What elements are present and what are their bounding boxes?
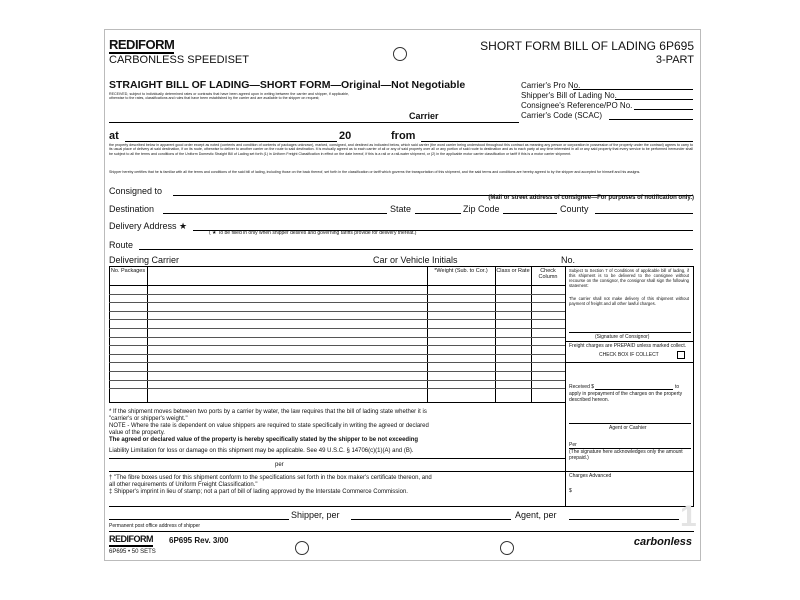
table-row <box>109 380 565 381</box>
table-row <box>109 345 565 346</box>
table-row <box>109 302 565 303</box>
charges-dollar-sign: $ <box>569 488 572 494</box>
section-7-text: Subject to Section 7 of Conditions of applicable bill of lading, if this shipment is to be delivered to the consignee without recourse on the consignor, the consignor shall sign the following statement: <box>569 268 689 288</box>
agent-cashier-label: Agent or Cashier <box>609 425 647 431</box>
year-label: 20 <box>339 130 352 142</box>
rate-value-note: NOTE - Where the rate is dependent on value shippers are required to state specifically in writing the agreed or declared value of the property. <box>109 423 429 436</box>
part-number: 1 <box>680 500 697 533</box>
received-label: Received $ <box>569 384 595 390</box>
declared-value-statement: The agreed or declared value of the property is hereby specifically stated by the shipper to be not exceeding <box>109 437 419 443</box>
shipper-per-label: Shipper, per <box>291 510 340 520</box>
collect-checkbox[interactable] <box>677 351 685 359</box>
zip-code-label: Zip Code <box>463 204 500 214</box>
table-row <box>109 294 565 295</box>
received-clause: RECEIVED, subject to individually determined rates or contracts that have been agreed upon in writing between the carrier and shipper, if applicable, otherwise to the rates, classifications and rules that have been established by the carrier and are available to the shipper on request; <box>109 92 349 101</box>
table-row <box>109 388 565 389</box>
at-label: at <box>109 130 119 142</box>
agent-per-label: Agent, per <box>515 510 557 520</box>
vehicle-initials-label: Car or Vehicle Initials <box>373 255 458 265</box>
binder-hole <box>295 541 309 555</box>
shipper-imprint-note: ‡ Shipper's imprint in lieu of stamp; not a part of bill of lading approved by the Interstate Commerce Commission. <box>109 489 408 495</box>
consignor-signature-label: (Signature of Consignor) <box>595 334 650 340</box>
binder-hole <box>393 47 407 61</box>
product-name: CARBONLESS SPEEDISET <box>109 54 249 66</box>
form-revision: 6P695 Rev. 3/00 <box>169 536 229 545</box>
rediform-logo: REDIFORM <box>109 37 175 52</box>
delivery-address-label: Delivery Address ★ <box>109 221 188 231</box>
delivery-note: ( ★ To be filled in only when shipper desires and governing tariffs provide for delivery thereat.) <box>209 230 417 236</box>
shipper-bol-no: Shipper's Bill of Lading No. <box>521 91 617 100</box>
from-label: from <box>391 130 416 142</box>
table-row <box>109 328 565 329</box>
bol-heading: STRAIGHT BILL OF LADING—SHORT FORM—Original—Not Negotiable <box>109 79 466 91</box>
check-collect-label: CHECK BOX IF COLLECT <box>599 352 659 358</box>
col-header-class-rate: Class or Rate <box>496 268 530 274</box>
liability-limitation: Liability Limitation for loss or damage on this shipment may be applicable. See 49 U.S.C. § 14706(c)(1)(A) and (B). <box>109 448 414 454</box>
route-label: Route <box>109 240 134 250</box>
footer-rediform-logo: REDIFORM <box>109 535 153 547</box>
permanent-address-label: Permanent post office address of shipper <box>109 523 201 529</box>
consignee-reference: Consignee's Reference/PO No. <box>521 101 633 110</box>
county-label: County <box>560 204 589 214</box>
consigned-to-label: Consigned to <box>109 186 163 196</box>
freight-prepaid-note: Freight charges are PREPAID unless marked collect. <box>569 343 687 349</box>
received-to-label: to <box>675 384 680 390</box>
per-unit-label: per <box>275 462 284 468</box>
table-row <box>109 337 565 338</box>
col-header-weight: *Weight (Sub. to Cor.) <box>434 268 488 274</box>
delivering-carrier-label: Delivering Carrier <box>109 255 180 265</box>
form-title: SHORT FORM BILL OF LADING 6P695 <box>480 39 694 53</box>
carrier-scac: Carrier's Code (SCAC) <box>521 111 603 120</box>
table-row <box>109 371 565 372</box>
carbonless-label: carbonless <box>633 536 692 548</box>
fibre-box-note: † "The fibre boxes used for this shipment conform to the specifications set forth in the box maker's certificate thereon, and all other requirements of Uniform Freight Classification." <box>109 475 432 488</box>
col-header-check: Check Column <box>538 268 558 280</box>
sets-count: 6P695 • 50 SETS <box>109 549 156 555</box>
per-label: Per <box>569 442 577 448</box>
apply-prepayment-text: apply in prepayment of the charges on the property described hereon. <box>569 391 683 403</box>
vehicle-no-label: No. <box>561 255 576 265</box>
terms-paragraph: the property described below in apparent good order except as noted (contents and condition of contents of packages unknown), marked, consigned, and destined as indicated below, which said carrier (the word carrier being understood throughout this contract as meaning any person or corporation in possession of the property under the contract) agrees to carry to its usual place of delivery at said destination, if on its route, otherwise to deliver to another carrier on the route to said destination. It is mutually agreed as to each carrier of all or any of said property over all or any portion of said route to destination and as to each party at any time interested in all or any said property that every service to be performed hereunder shall be subject to all the terms and conditions of the Uniform Domestic Straight Bill of Lading set forth (1) in Uniform Freight Classification in effect on the date hereof, if this is a rail or a rail-water shipment, or (2) in the applicable motor carrier classification or tariff if this is a motor carrier shipment. <box>109 143 693 156</box>
carrier-pro-no: Carrier's Pro No. <box>521 81 581 90</box>
state-label: State <box>390 204 412 214</box>
charges-advanced-label: Charges Advanced <box>569 473 612 479</box>
water-carrier-note: * If the shipment moves between two ports by a carrier by water, the law requires that the bill of lading state whether it is "carrier's or shipper's weight." <box>109 409 427 422</box>
certify-paragraph: Shipper hereby certifies that he is familiar with all the terms and conditions of the said bill of lading, including those on the back thereof, set forth in the classification or tariff which governs the transportation of this shipment, and the said terms and conditions are hereby agreed to by the shipper and accepted for himself and his assigns. <box>109 170 641 174</box>
carrier-delivery-text: The carrier shall not make delivery of this shipment without payment of freight and all other lawful charges. <box>569 296 689 306</box>
table-row <box>109 354 565 355</box>
destination-label: Destination <box>109 204 155 214</box>
form-parts: 3-PART <box>655 54 694 66</box>
binder-hole <box>500 541 514 555</box>
col-header-packages: No. Packages <box>110 268 146 274</box>
mail-address-note: (Mail or street address of consignee—For purposes of notification only.) <box>488 195 694 201</box>
table-row <box>109 311 565 312</box>
table-row <box>109 319 565 320</box>
carrier-label: Carrier <box>409 111 439 121</box>
bill-of-lading-form <box>104 29 701 561</box>
table-row <box>109 362 565 363</box>
prepaid-ack-note: (The signature here acknowledges only the amount prepaid.) <box>569 449 683 461</box>
